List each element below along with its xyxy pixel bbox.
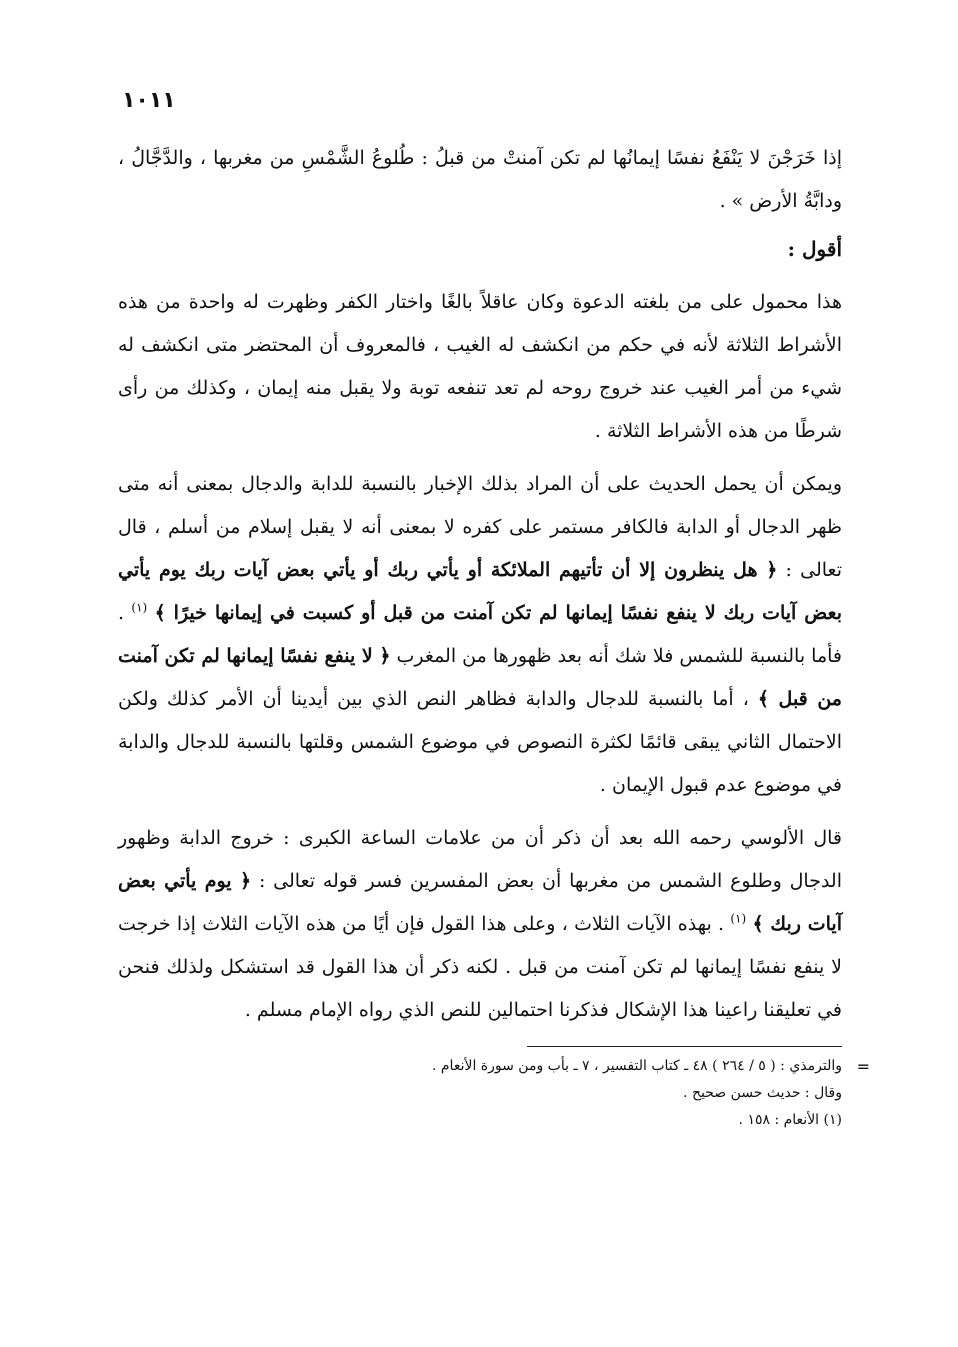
footnote-line-2-row bbox=[118, 1080, 842, 1107]
footnote-reference-1[interactable]: (١) bbox=[131, 600, 148, 615]
quran-verse-3: ﴿ يوم يأتي بعض آيات ربك ﴾ bbox=[118, 870, 842, 935]
footnote-divider bbox=[527, 1046, 842, 1047]
footnotes bbox=[118, 1053, 870, 1134]
quran-verse-2: ﴿ لا ينفع نفسًا إيمانها لم تكن آمنت من قبل ﴾ bbox=[118, 645, 842, 710]
footnote-line-2: وقال : حديث حسن صحيح . bbox=[683, 1085, 842, 1101]
intro-paragraph: إذا خَرَجْنَ لا يَنْفَعُ نفسًا إيمانُها لم تكن آمنتْ من قبلُ : طُلوعُ الشَّمْسِ من مغربها ، والدَّجَّالُ ، ودابَّةُ الأرض » . bbox=[118, 147, 842, 212]
paragraph-3-text-b: . بهذه الآيات الثلاث ، وعلى هذا القول فإن أيًا من هذه الآيات الثلاث إذا خرجت لا ينفع نفسًا إيمانها لم تكن آمنت من قبل . لكنه ذكر أن هذا القول قد استشكل ولذلك فنحن في تعليقنا راعينا هذا الإشكال فذكرنا احتمالين للنص الذي رواه الإمام مسلم . bbox=[118, 913, 842, 1021]
paragraph-3 bbox=[118, 817, 842, 1032]
footnote-reference-2[interactable]: (١) bbox=[730, 911, 747, 926]
continuation-mark: = bbox=[856, 1057, 870, 1076]
paragraph-2 bbox=[118, 463, 842, 807]
section-heading: أقول : bbox=[787, 237, 842, 261]
quran-verse-1: ﴿ هل ينظرون إلا أن تأتيهم الملائكة أو يأتي ربك أو يأتي بعض آيات ربك يوم يأتي بعض آيات ربك لا ينفع نفسًا إيمانها لم تكن آمنت من قبل أو كسبت في إيمانها خيرًا ﴾ bbox=[118, 559, 842, 624]
paragraph-2-text-c: ، أما بالنسبة للدجال والدابة فظاهر النص الذي بين أيدينا أن الأمر كذلك ولكن الاحتمال الثاني يبقى قائمًا لكثرة النصوص في موضوع الشمس وقلتها بالنسبة للدجال والدابة في موضوع عدم قبول الإيمان . bbox=[118, 688, 842, 796]
paragraph-3-text-a: قال الألوسي رحمه الله بعد أن ذكر أن من علامات الساعة الكبرى : خروج الدابة وظهور الدجال وطلوع الشمس من مغربها أن بعض المفسرين فسر قوله تعالى : bbox=[118, 827, 843, 892]
footnote-line-1: والترمذي : ( ٥ / ٢٦٤ ) ٤٨ ـ كتاب التفسير ، ٧ ـ بأب ومن سورة الأنعام . bbox=[431, 1058, 842, 1074]
paragraph-2-text-b: . فأما بالنسبة للشمس فلا شك أنه بعد ظهورها من المغرب bbox=[118, 602, 843, 667]
paragraph-1: هذا محمول على من بلغته الدعوة وكان عاقلاً بالغًا واختار الكفر وظهرت له واحدة من هذه الأشراط الثلاثة لأنه في حكم من انكشف له الغيب ، فالمعروف أن المحتضر متى انكشف له شيء من أمر الغيب عند خروج روحه لم تعد تنفعه توبة ولا يقبل منه إيمان ، وكذلك من رأى شرطًا من هذه الأشراط الثلاثة . bbox=[118, 291, 842, 442]
page-number: ١٠١١ bbox=[122, 88, 176, 113]
book-page bbox=[118, 88, 870, 1134]
footnote-continuation bbox=[118, 1053, 870, 1080]
footnote-1: (١) الأنعام : ١٥٨ . bbox=[738, 1112, 842, 1128]
paragraph-2-text-a: ويمكن أن يحمل الحديث على أن المراد بذلك الإخبار بالنسبة للدابة والدجال بمعنى أنه متى ظهر الدجال أو الدابة فالكافر مستمر على كفره لا بمعنى أنه لا يقبل إسلام من أسلم ، قال تعالى : bbox=[118, 473, 842, 581]
footnote-1-row bbox=[118, 1107, 842, 1134]
